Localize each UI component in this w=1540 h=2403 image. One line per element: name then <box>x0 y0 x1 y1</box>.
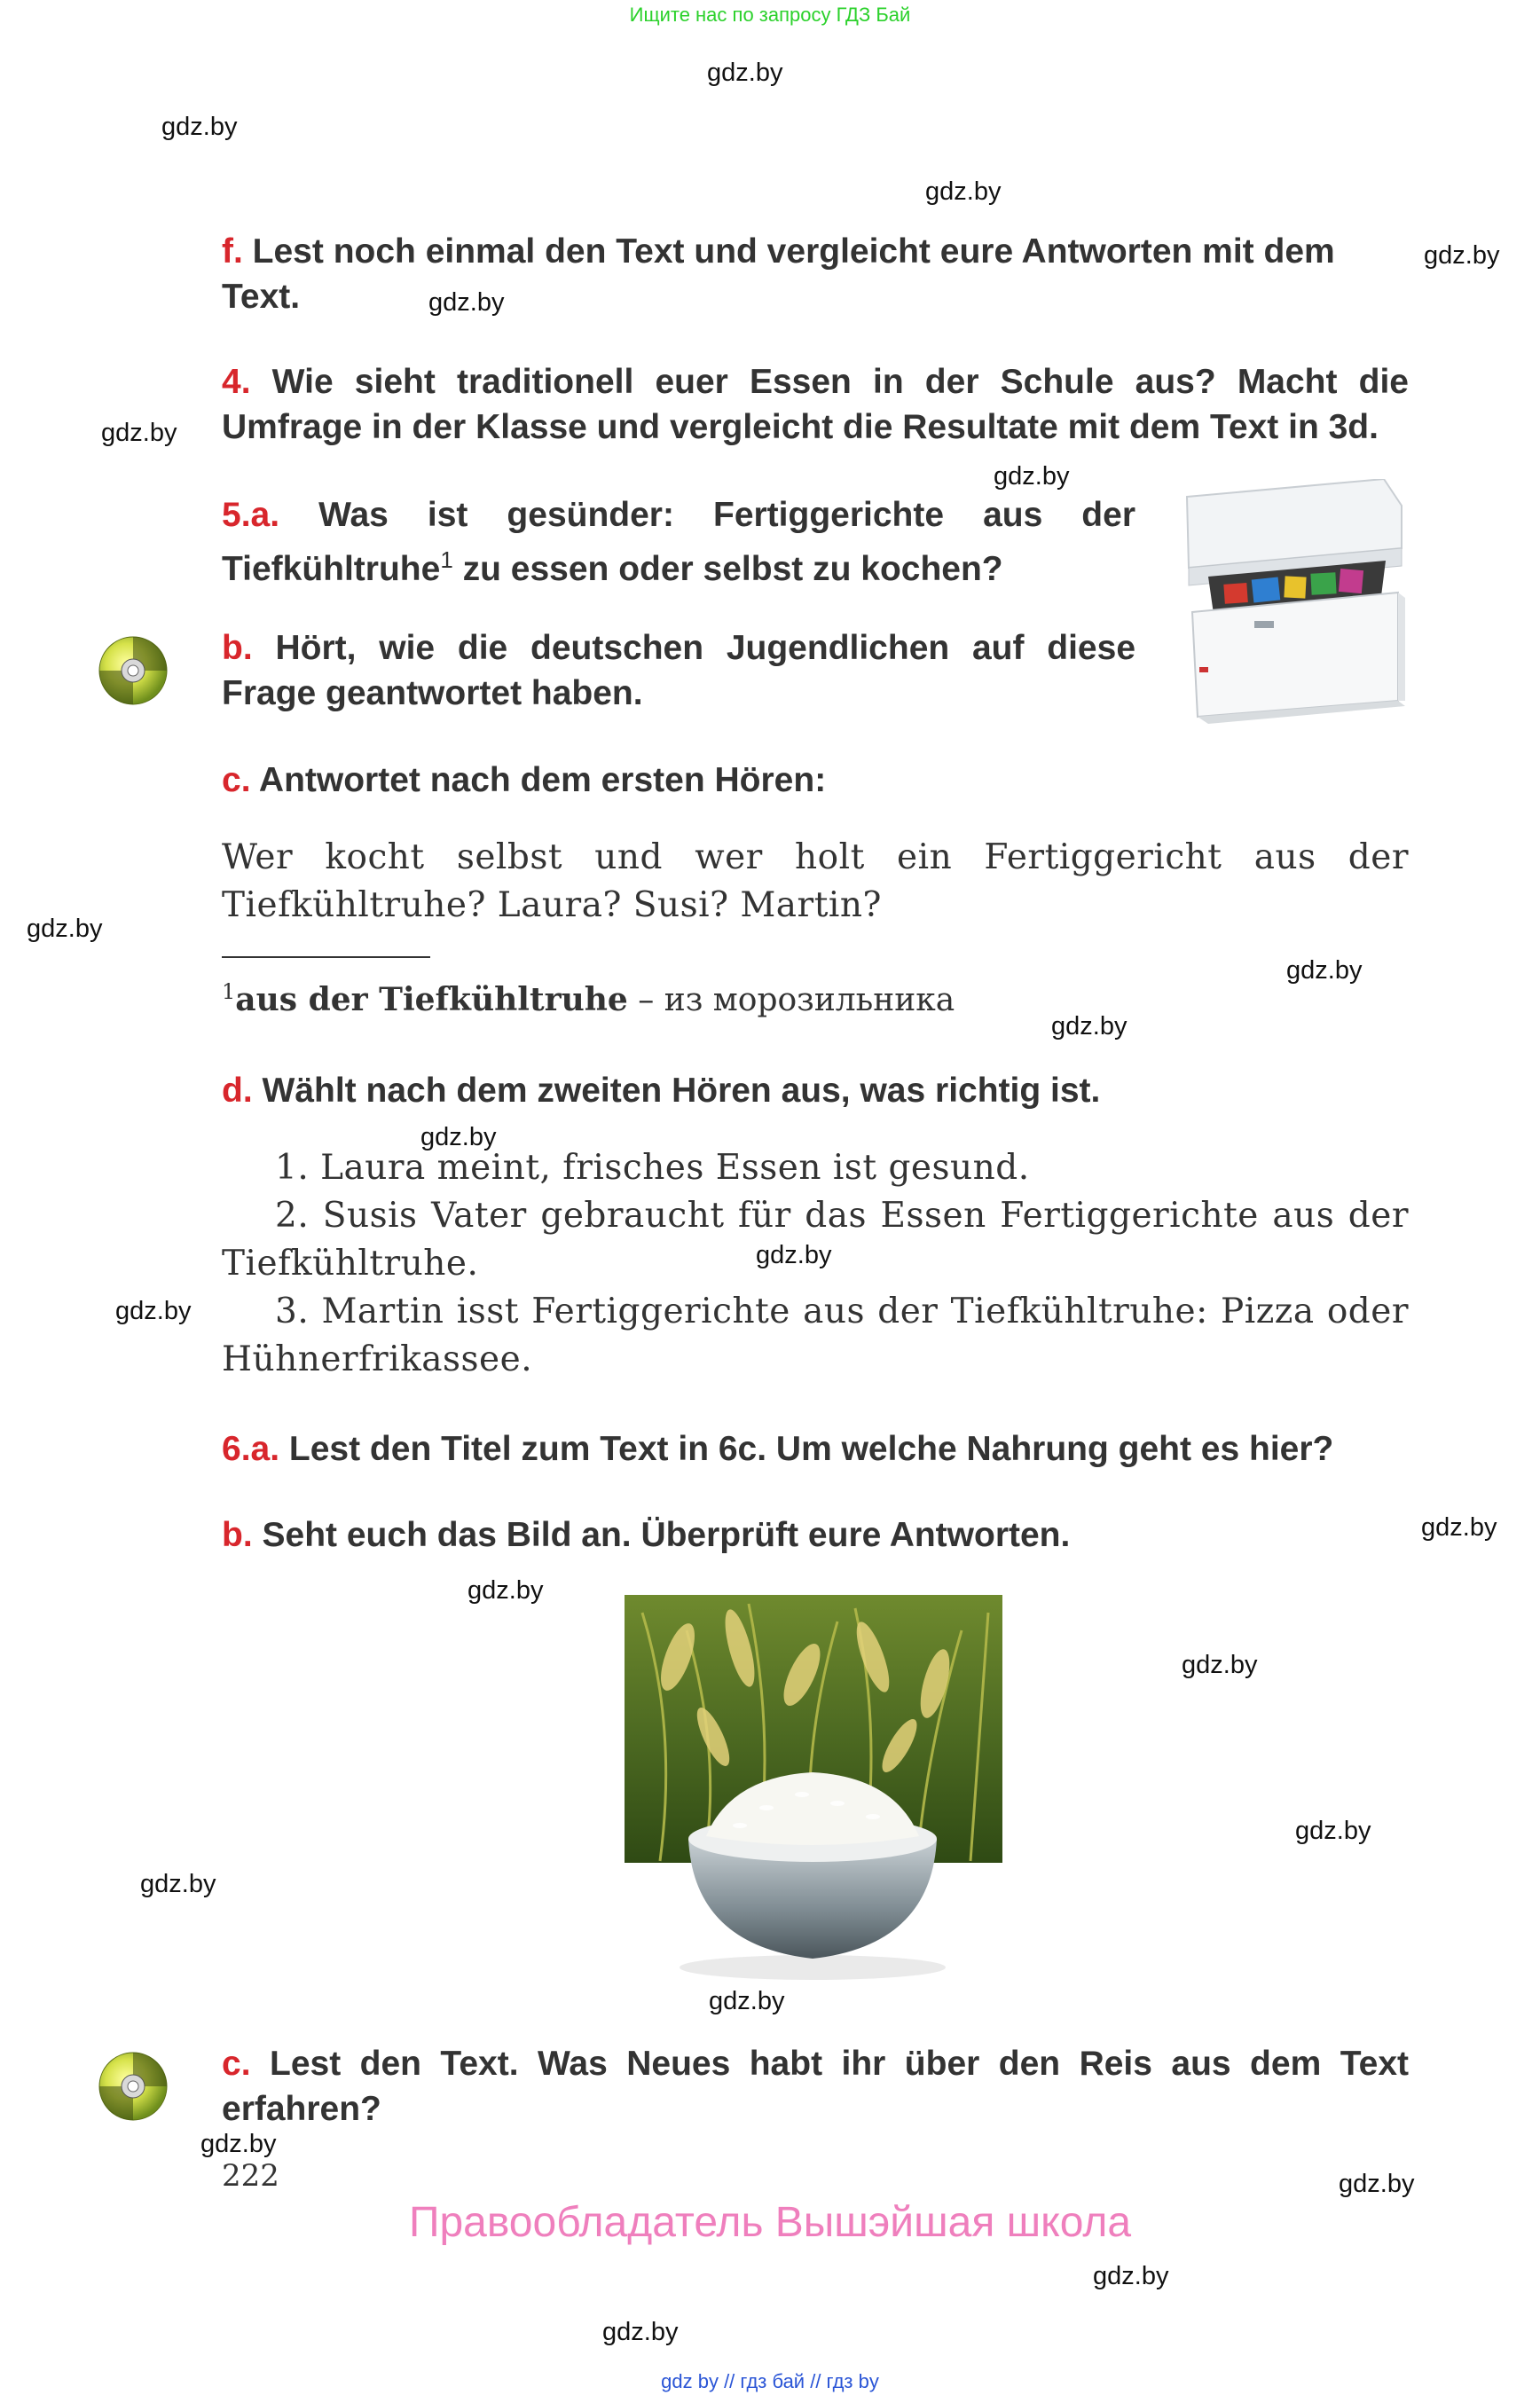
footnote-divider <box>222 956 430 958</box>
task-text: Hört, wie die deutschen Jugendlichen auf diese Frage geantwortet haben. <box>222 629 1136 712</box>
task-6a <box>222 1426 1409 1472</box>
watermark: gdz.by <box>1339 2170 1415 2198</box>
task-text: Wählt nach dem zweiten Hören aus, was richtig ist. <box>262 1072 1101 1110</box>
task-label: b. <box>222 1516 253 1554</box>
task-label: c. <box>222 761 251 799</box>
task-label: 4. <box>222 363 251 401</box>
watermark: gdz.by <box>602 2318 679 2346</box>
footnote-term: aus der Tiefkühltruhe <box>235 981 628 1018</box>
audio-cd-icon <box>98 635 169 706</box>
task-label: f. <box>222 232 243 271</box>
list-item: 3. Martin isst Fertiggerichte aus der Tiefkühltruhe: Pizza oder Hühnerfrikassee. <box>222 1292 1409 1379</box>
watermark: gdz.by <box>709 1987 785 2015</box>
watermark: gdz.by <box>428 288 505 317</box>
watermark: gdz.by <box>1424 241 1500 270</box>
watermark: gdz.by <box>140 1870 216 1898</box>
watermark: gdz.by <box>707 59 783 87</box>
task-text: Was ist gesünder: Fertiggerichte aus der Tiefkühltruhe <box>222 496 1136 588</box>
audio-cd-icon <box>98 2051 169 2122</box>
task-text: zu essen oder selbst zu kochen? <box>452 550 1003 588</box>
watermark: gdz.by <box>420 1123 497 1151</box>
task-label: b. <box>222 629 253 667</box>
task-4 <box>222 359 1409 450</box>
watermark: gdz.by <box>200 2130 277 2158</box>
task-text: Antwortet nach dem ersten Hören: <box>258 761 827 799</box>
footnote-translation: – из морозильника <box>627 982 955 1018</box>
task-text: Lest noch einmal den Text und vergleicht eure Antworten mit dem Text. <box>222 232 1335 316</box>
rice-image <box>625 1595 1006 1990</box>
copyright-notice: Правообладатель Вышэйшая школа <box>408 2199 1132 2246</box>
watermark: gdz.by <box>468 1576 544 1605</box>
page-number: 222 <box>222 2158 279 2194</box>
task-text: Lest den Text. Was Neues habt ihr über den Reis aus dem Text erfahren? <box>222 2045 1409 2128</box>
watermark: gdz.by <box>1421 1513 1497 1542</box>
watermark: gdz.by <box>1182 1651 1258 1679</box>
task-5c <box>222 758 1409 803</box>
task-5d <box>222 1068 1409 1113</box>
watermark: gdz.by <box>925 177 1002 206</box>
task-5d-list <box>222 1144 1409 1384</box>
list-item: 1. Laura meint, frisches Essen ist gesund. <box>275 1148 1030 1188</box>
top-banner[interactable]: Ищите нас по запросу ГДЗ Бай <box>629 4 911 26</box>
watermark: gdz.by <box>115 1297 192 1325</box>
task-5a <box>222 492 1135 592</box>
task-6b <box>222 1512 1409 1558</box>
task-f <box>222 229 1409 319</box>
watermark: gdz.by <box>1093 2262 1169 2290</box>
task-label: 5.a. <box>222 496 280 534</box>
watermark: gdz.by <box>756 1241 832 1269</box>
task-6c <box>222 2041 1409 2132</box>
task-5c-question: Wer kocht selbst und wer holt ein Fertiggericht aus der Tiefkühltruhe? Laura? Susi? Martin? <box>222 837 1409 925</box>
watermark: gdz.by <box>27 915 103 943</box>
watermark: gdz.by <box>161 113 238 141</box>
watermark: gdz.by <box>1051 1012 1128 1041</box>
footnote-marker: 1 <box>440 546 453 573</box>
watermark: gdz.by <box>1295 1817 1371 1845</box>
task-text: Lest den Titel zum Text in 6c. Um welche Nahrung geht es hier? <box>288 1430 1334 1468</box>
task-5b <box>222 625 1135 716</box>
task-label: c. <box>222 2045 251 2083</box>
chest-freezer-image <box>1182 479 1405 736</box>
task-label: 6.a. <box>222 1430 280 1468</box>
list-item: 2. Susis Vater gebraucht für das Essen Fertiggerichte aus der Tiefkühltruhe. <box>222 1196 1409 1284</box>
watermark: gdz.by <box>994 462 1070 491</box>
task-label: d. <box>222 1072 253 1110</box>
task-text: Wie sieht traditionell euer Essen in der Schule aus? Macht die Umfrage in der Klasse und vergleicht die Resultate mit dem Text in 3d. <box>222 363 1409 446</box>
watermark: gdz.by <box>1286 956 1363 985</box>
footnote <box>222 979 955 1018</box>
task-text: Seht euch das Bild an. Überprüft eure Antworten. <box>262 1516 1071 1554</box>
watermark: gdz.by <box>101 419 177 447</box>
footnote-number: 1 <box>222 979 236 1004</box>
bottom-banner-links[interactable]: gdz by // гдз бай // гдз by <box>661 2370 879 2392</box>
